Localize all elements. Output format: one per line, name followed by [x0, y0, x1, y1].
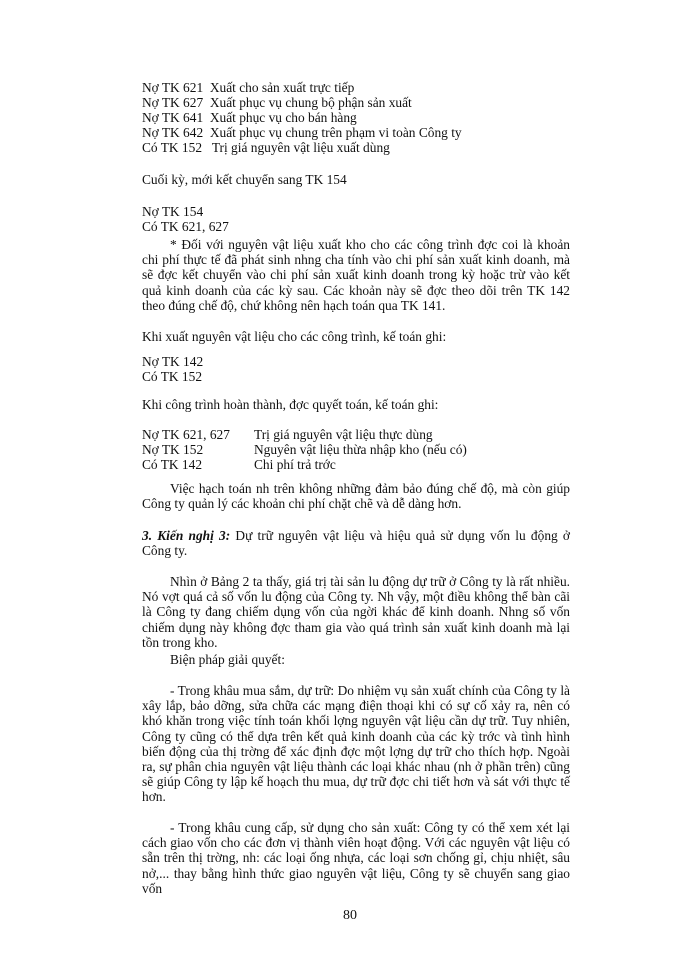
end-period-line: Cuối kỳ, mới kết chuyển sang TK 154 — [142, 172, 347, 187]
entry-description: Chi phí trả trớc — [254, 457, 336, 472]
table2-paragraph: Nhìn ở Bảng 2 ta thấy, giá trị tài sản lu động dự trữ ở Công ty là rất nhiều. Nó vợt quá cả số vốn lu động của Công ty. Nh vậy, một điều không thể bàn cãi là Công ty đang chiếm dụng vốn của ngời khác để kinh doanh. Nhng số vốn chiếm dụng này không đợc tham gia vào quá trình sản xuất kinh doanh mà lại tồn trong kho. — [142, 574, 570, 650]
entry-account: Nợ TK 621, 627 — [142, 427, 230, 442]
entry-line: Nợ TK 142 — [142, 354, 204, 369]
purchase-paragraph: - Trong khâu mua sắm, dự trữ: Do nhiệm vụ sản xuất chính của Công ty là xây lắp, bảo dỡng, sửa chữa các mạng điện thoại khi có sự cố xảy ra, nên có khó khăn trong việc tính toán khối lợng nguyên vật liệu cần dự trữ. Tuy nhiên, Công ty cũng có thể dựa trên kết quả kinh doanh của các kỳ trớc và tình hình biến động của thị trờng để xác định đợc một lợng dự trữ cho thích hợp. Ngoài ra, sự phân chia nguyên vật liệu thành các loại khác nhau (nh ở phần trên) cũng sẽ giúp Công ty lập kế hoạch thu mua, dự trữ đợc chi tiết hơn và sát với thực tế hơn. — [142, 683, 570, 805]
entry-account: Có TK 142 — [142, 457, 203, 472]
entry-line: Có TK 621, 627 — [142, 219, 229, 234]
entry-line: Nợ TK 621 Xuất cho sản xuất trực tiếp — [142, 80, 355, 95]
heading-text: Dự trữ nguyên vật liệu và hiệu quả sử dụng vốn lu động ở Công ty. — [142, 528, 571, 559]
entry-description: Trị giá nguyên vật liệu thực dùng — [254, 427, 433, 442]
entry-row — [142, 427, 572, 442]
entry-line: Có TK 152 Trị giá nguyên vật liệu xuất dùng — [142, 140, 390, 155]
entry-account: Nợ TK 152 — [142, 442, 204, 457]
entry-line: Nợ TK 642 Xuất phục vụ chung trên phạm vi toàn Công ty — [142, 125, 462, 140]
note-paragraph: * Đối với nguyên vật liệu xuất kho cho các công trình đợc coi là khoản chi phí thực tế đã phát sinh nhng cha tính vào chi phí sản xuất kinh doanh, mà sẽ đợc kết chuyển vào chi phí sản xuất kinh doanh trong kỳ hoặc trừ vào kết quả kinh doanh của các kỳ sau. Các khoản này sẽ đợc theo dõi trên TK 142 theo đúng chế độ, chứ không nên hạch toán qua TK 141. — [142, 237, 570, 313]
export-line: Khi xuất nguyên vật liệu cho các công trình, kế toán ghi: — [142, 329, 447, 344]
section-heading — [142, 528, 570, 558]
journal-entries-154 — [142, 204, 572, 234]
entry-line: Có TK 152 — [142, 369, 203, 384]
entry-line: Nợ TK 627 Xuất phục vụ chung bộ phận sản xuất — [142, 95, 412, 110]
journal-entries-top — [142, 80, 572, 155]
page-number: 80 — [343, 908, 357, 923]
journal-entries-142 — [142, 354, 572, 384]
journal-entries-final — [142, 427, 572, 472]
solution-label: Biện pháp giải quyết: — [170, 652, 285, 667]
entry-description: Nguyên vật liệu thừa nhập kho (nếu có) — [254, 442, 467, 457]
entry-line: Nợ TK 154 — [142, 204, 204, 219]
entry-row — [142, 442, 572, 457]
entry-row — [142, 457, 572, 472]
entry-line: Nợ TK 641 Xuất phục vụ cho bán hàng — [142, 110, 357, 125]
heading-label: 3. Kiến nghị 3: — [142, 528, 231, 543]
completion-line: Khi công trình hoàn thành, đợc quyết toán, kế toán ghi: — [142, 397, 439, 412]
summary-paragraph: Việc hạch toán nh trên không những đảm bảo đúng chế độ, mà còn giúp Công ty quản lý các khoản chi phí chặt chẽ và dễ dàng hơn. — [142, 481, 570, 512]
supply-paragraph: - Trong khâu cung cấp, sử dụng cho sản xuất: Công ty có thể xem xét lại cách giao vốn cho các đơn vị thành viên hoạt động. Với các nguyên vật liệu có sẵn trên thị trờng, nh: các loại ống nhựa, các loại sơn chống gỉ, chịu nhiệt, sâu nở,... thay bằng hình thức giao nguyên vật liệu, Công ty sẽ chuyển sang giao vốn — [142, 820, 570, 896]
